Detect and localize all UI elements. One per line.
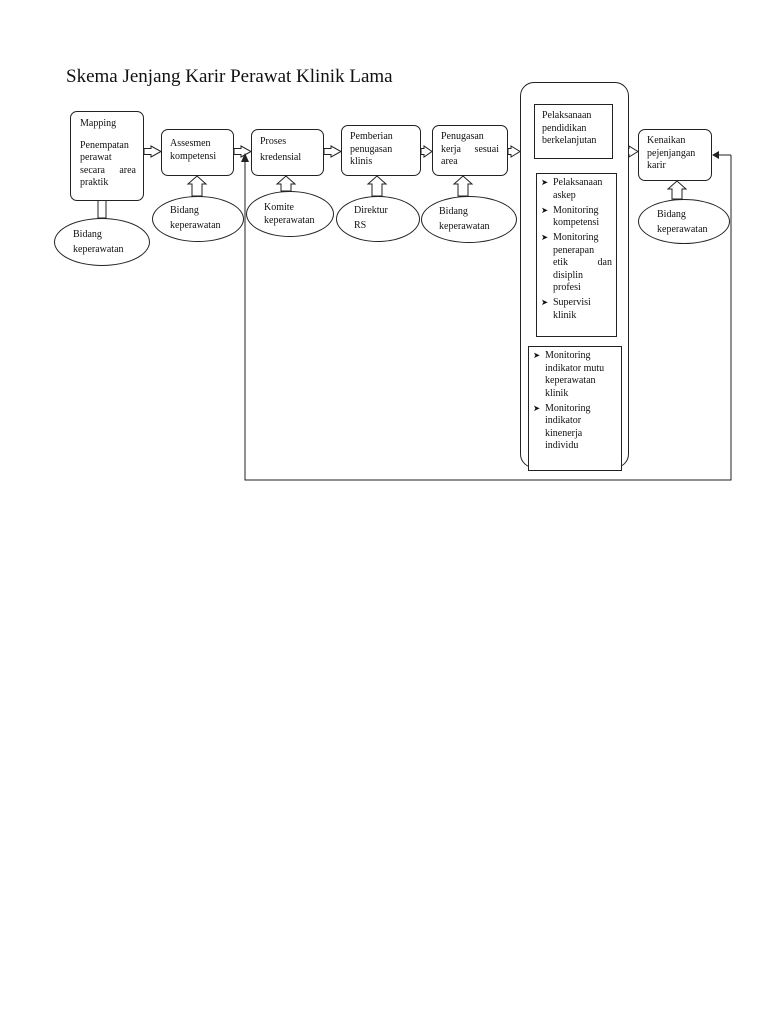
activity-item	[538, 177, 612, 202]
actor-line: keperawatan	[439, 220, 490, 232]
arrow-up-penugasan	[454, 176, 472, 196]
actor-line: Bidang	[73, 229, 102, 240]
activity-line: ➤ Monitoring	[545, 402, 591, 414]
penugasan-line: area	[441, 156, 458, 167]
kenaikan-line: karir	[647, 160, 666, 171]
mapping-line: secara area	[80, 164, 136, 176]
arrow-pemberian-to-penugasan	[421, 146, 432, 157]
arrow-pelaksanaan-to-kenaikan	[628, 146, 638, 157]
actor-line: keperawatan	[264, 214, 315, 226]
assesmen-line: kompetensi	[170, 150, 217, 162]
activity-line: ➤ Monitoring	[545, 350, 591, 361]
arrow-up-kenaikan	[668, 181, 686, 199]
mapping-title: Mapping	[80, 118, 117, 129]
mapping-line: Penempatan	[80, 139, 129, 151]
arrow-mapping-to-assesmen	[144, 146, 161, 157]
activity-line: penerapan	[553, 244, 595, 256]
activity-line: indikator mutu	[545, 362, 605, 374]
mapping-line: praktik	[80, 177, 109, 188]
actor-line: RS	[354, 219, 367, 231]
activity-line: ➤ Monitoring	[553, 204, 599, 216]
actor-bidang-keperawatan-3	[421, 196, 517, 243]
kenaikan-box	[638, 129, 712, 181]
mapping-line: perawat	[80, 152, 112, 163]
pemberian-box	[341, 125, 421, 176]
arrow-up-assesmen	[188, 176, 206, 196]
activity-line: ➤ Supervisi	[553, 297, 591, 309]
kenaikan-line: pejenjangan	[647, 147, 696, 159]
activity-item	[530, 403, 617, 453]
assesmen-box	[161, 129, 234, 176]
assesmen-line: Assesmen	[170, 138, 211, 149]
proses-line: Proses	[260, 136, 287, 147]
kenaikan-line: Kenaikan	[647, 135, 686, 146]
actor-komite-keperawatan	[246, 191, 334, 237]
actor-line: keperawatan	[657, 223, 708, 235]
arrow-proses-to-pemberian	[324, 146, 341, 157]
mapping-box	[70, 111, 144, 201]
activities-box-1	[536, 173, 617, 337]
actor-line: Bidang	[657, 209, 686, 220]
activity-line: klinik	[553, 309, 577, 321]
penugasan-box	[432, 125, 508, 176]
pemberian-line: Pemberian	[350, 131, 393, 142]
arrow-assesmen-to-proses	[234, 146, 251, 157]
actor-line: Direktur	[354, 205, 388, 216]
activity-item	[530, 350, 617, 400]
penugasan-line: Penugasan	[441, 131, 484, 142]
pelaksanaan-line: Pelaksanaan	[542, 110, 592, 121]
actor-bidang-keperawatan-2	[152, 196, 244, 242]
pelaksanaan-line: pendidikan	[542, 122, 587, 134]
actor-line: keperawatan	[73, 243, 124, 255]
pelaksanaan-line: berkelanjutan	[542, 135, 597, 146]
actor-direktur-rs	[336, 196, 420, 242]
activity-line: profesi	[553, 282, 581, 294]
pelaksanaan-box	[534, 104, 613, 159]
activity-line: kompetensi	[553, 217, 600, 229]
activity-item	[538, 232, 612, 295]
activity-line: askep	[553, 189, 576, 201]
activity-line: kinenerja	[545, 427, 583, 439]
actor-line: Komite	[264, 202, 294, 213]
actor-line: keperawatan	[170, 219, 221, 231]
activity-line: keperawatan	[545, 375, 596, 386]
arrow-up-pemberian	[368, 176, 386, 196]
activity-line: klinik	[545, 387, 569, 399]
feedback-arrowhead-kenaikan	[712, 151, 719, 159]
proses-box	[251, 129, 324, 176]
activity-line: ➤ Pelaksanaan	[553, 177, 603, 188]
activity-item	[538, 205, 612, 230]
actor-line: Bidang	[439, 206, 468, 217]
proses-line: kredensial	[260, 151, 302, 163]
pemberian-line: penugasan	[350, 143, 393, 155]
diagram-title: Skema Jenjang Karir Perawat Klinik Lama	[66, 66, 393, 87]
actor-line: Bidang	[170, 205, 199, 216]
arrow-up-proses	[277, 176, 295, 191]
activity-line: individu	[545, 440, 579, 452]
activity-line: indikator	[545, 415, 582, 427]
actor-bidang-keperawatan-4	[638, 199, 730, 244]
activity-line: ➤ Monitoring	[553, 232, 599, 244]
actor-bidang-keperawatan-1	[54, 218, 150, 266]
arrow-penugasan-to-pelaksanaan	[508, 146, 520, 157]
activity-line: etik dan	[553, 257, 612, 269]
pemberian-line: klinis	[350, 156, 373, 167]
activity-item	[538, 297, 612, 322]
activities-box-2	[528, 346, 622, 471]
activity-line: disiplin	[553, 269, 584, 281]
penugasan-line: kerja sesuai	[441, 143, 499, 155]
